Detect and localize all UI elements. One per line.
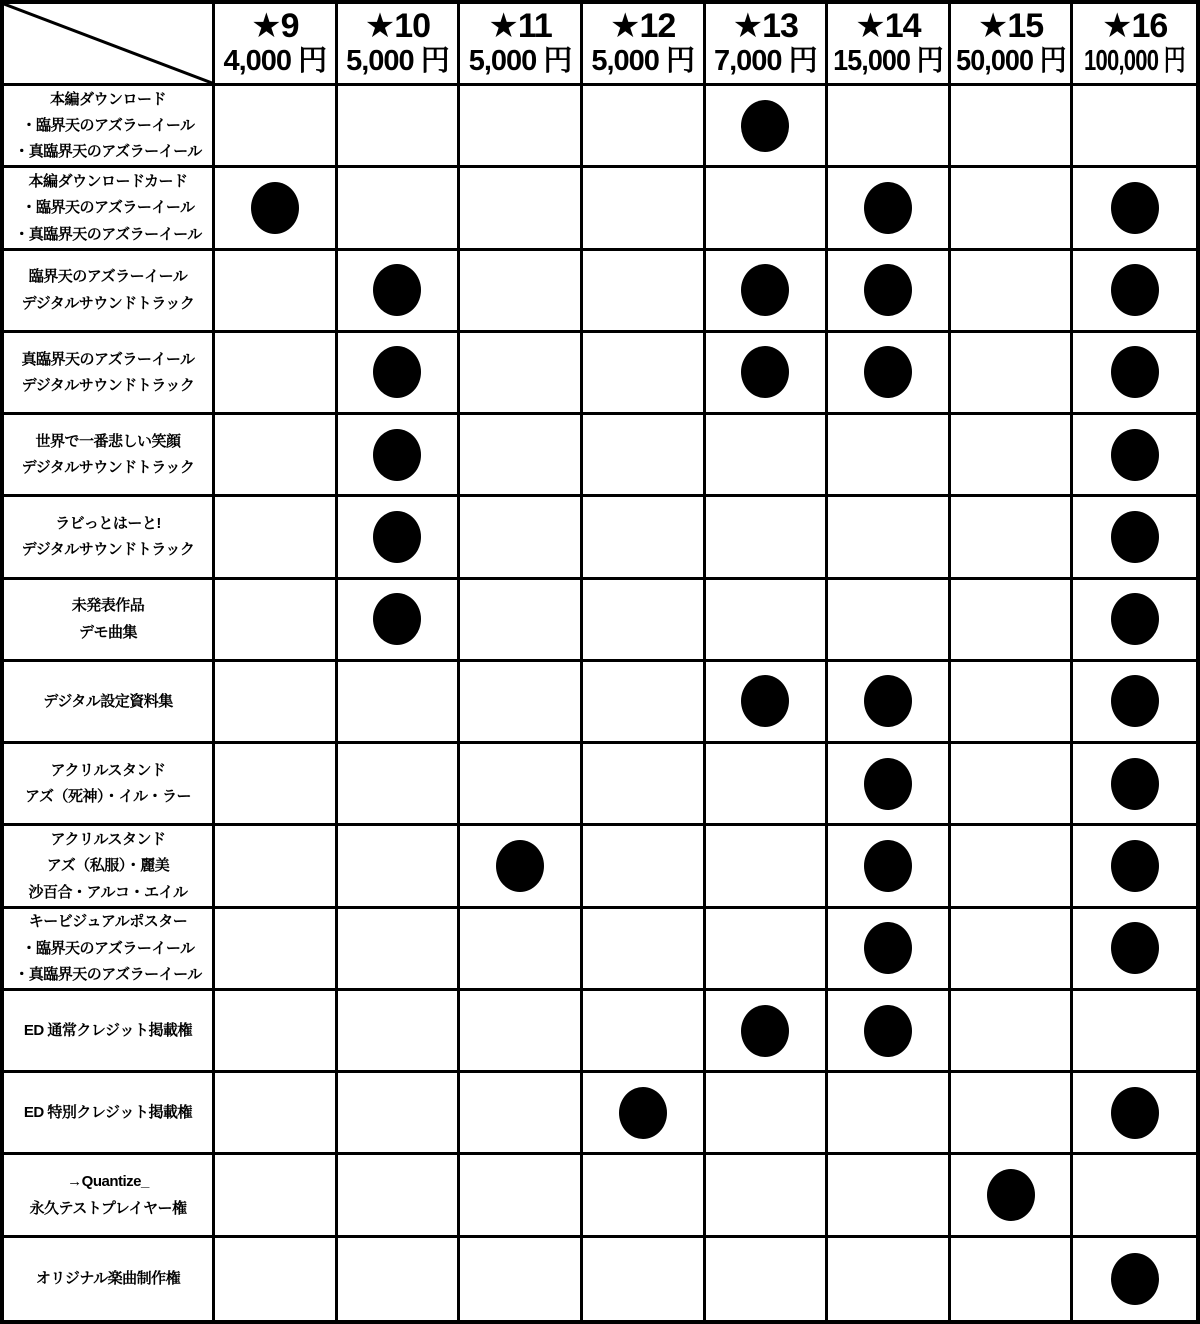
tier-price: 50,000 円 <box>955 44 1066 77</box>
availability-cell <box>828 1073 951 1155</box>
reward-label-line: ・臨界天のアズラーイール <box>21 199 195 217</box>
tier-header-cell <box>583 4 706 86</box>
availability-cell <box>215 744 338 826</box>
tier-price: 4,000 円 <box>223 44 327 77</box>
reward-label-cell <box>4 744 215 826</box>
availability-cell <box>460 415 583 497</box>
reward-label-line: オリジナル楽曲制作権 <box>35 1270 181 1288</box>
reward-label-line: →Quantize_ <box>67 1173 149 1191</box>
availability-cell <box>951 415 1074 497</box>
availability-cell <box>1073 991 1196 1073</box>
included-dot <box>864 758 912 810</box>
included-dot <box>251 182 299 234</box>
availability-cell <box>706 991 829 1073</box>
availability-cell <box>583 497 706 579</box>
included-dot <box>864 840 912 892</box>
availability-cell <box>706 251 829 333</box>
availability-cell <box>1073 168 1196 250</box>
availability-cell <box>1073 662 1196 744</box>
tier-price: 7,000 円 <box>713 44 817 77</box>
availability-cell <box>828 333 951 415</box>
availability-cell <box>1073 497 1196 579</box>
included-dot <box>864 675 912 727</box>
reward-label-line: ・真臨界天のアズラーイール <box>14 143 202 161</box>
availability-cell <box>215 662 338 744</box>
reward-label-line: キービジュアルポスター <box>28 913 188 931</box>
availability-cell <box>828 826 951 908</box>
reward-label-line: ・真臨界天のアズラーイール <box>14 225 202 243</box>
tier-header-cell <box>1073 4 1196 86</box>
tier-price: 5,000 円 <box>346 44 449 77</box>
tier-label: ★9 <box>251 6 299 45</box>
reward-label-line: 本編ダウンロード <box>49 90 166 108</box>
availability-cell <box>583 1155 706 1237</box>
reward-label-cell <box>4 333 215 415</box>
included-dot <box>987 1169 1035 1221</box>
availability-cell <box>338 497 461 579</box>
availability-cell <box>706 168 829 250</box>
availability-cell <box>338 662 461 744</box>
reward-label-line: ED 通常クレジット掲載権 <box>23 1021 193 1039</box>
included-dot <box>496 840 544 892</box>
included-dot <box>373 264 421 316</box>
availability-cell <box>706 333 829 415</box>
availability-cell <box>338 826 461 908</box>
availability-cell <box>460 662 583 744</box>
reward-label-line: デジタルサウンドトラック <box>21 459 195 477</box>
availability-cell <box>215 1238 338 1320</box>
reward-label-line: 永久テストプレイヤー権 <box>29 1199 187 1217</box>
availability-cell <box>460 909 583 991</box>
availability-cell <box>338 580 461 662</box>
availability-cell <box>951 991 1074 1073</box>
reward-label-line: ・真臨界天のアズラーイール <box>14 965 202 983</box>
availability-cell <box>828 580 951 662</box>
included-dot <box>1111 182 1159 234</box>
included-dot <box>1111 264 1159 316</box>
availability-cell <box>583 333 706 415</box>
reward-label-cell <box>4 909 215 991</box>
reward-label-cell <box>4 662 215 744</box>
availability-cell <box>460 826 583 908</box>
tier-header-cell <box>706 4 829 86</box>
availability-cell <box>1073 909 1196 991</box>
tier-price: 5,000 円 <box>591 44 694 77</box>
reward-label-line: アズ（死神）・イル・ラー <box>25 788 191 806</box>
availability-cell <box>460 1155 583 1237</box>
reward-label-line: 臨界天のアズラーイール <box>28 268 188 286</box>
reward-label-cell <box>4 580 215 662</box>
availability-cell <box>215 826 338 908</box>
tier-label: ★14 <box>855 6 921 45</box>
reward-label-cell <box>4 1155 215 1237</box>
reward-label-line: デジタル設定資料集 <box>43 692 173 710</box>
availability-cell <box>828 1155 951 1237</box>
included-dot <box>864 346 912 398</box>
included-dot <box>1111 758 1159 810</box>
availability-cell <box>460 168 583 250</box>
tier-label: ★12 <box>610 6 676 45</box>
tier-price: 5,000 円 <box>468 44 572 77</box>
availability-cell <box>706 415 829 497</box>
reward-label-line: デモ曲集 <box>78 623 137 641</box>
tier-label: ★11 <box>488 6 552 45</box>
availability-cell <box>583 662 706 744</box>
availability-cell <box>215 168 338 250</box>
availability-cell <box>828 662 951 744</box>
availability-cell <box>460 251 583 333</box>
availability-cell <box>1073 1073 1196 1155</box>
availability-cell <box>583 909 706 991</box>
availability-cell <box>460 580 583 662</box>
tier-header-cell <box>215 4 338 86</box>
availability-cell <box>951 333 1074 415</box>
availability-cell <box>460 991 583 1073</box>
availability-cell <box>706 744 829 826</box>
availability-cell <box>706 662 829 744</box>
reward-label-cell <box>4 1073 215 1155</box>
availability-cell <box>338 991 461 1073</box>
reward-label-cell <box>4 86 215 168</box>
availability-cell <box>1073 1238 1196 1320</box>
availability-cell <box>215 1073 338 1155</box>
included-dot <box>741 1005 789 1057</box>
availability-cell <box>460 497 583 579</box>
availability-cell <box>828 497 951 579</box>
availability-cell <box>338 744 461 826</box>
diagonal-line <box>4 4 212 83</box>
included-dot <box>1111 840 1159 892</box>
availability-cell <box>460 1238 583 1320</box>
tier-header-cell <box>951 4 1074 86</box>
availability-cell <box>828 1238 951 1320</box>
included-dot <box>864 264 912 316</box>
tier-header-cell <box>460 4 583 86</box>
availability-cell <box>583 744 706 826</box>
availability-cell <box>1073 580 1196 662</box>
included-dot <box>1111 675 1159 727</box>
availability-cell <box>583 415 706 497</box>
availability-cell <box>706 1155 829 1237</box>
availability-cell <box>583 168 706 250</box>
availability-cell <box>706 909 829 991</box>
tier-label: ★16 <box>1102 6 1168 45</box>
reward-label-line: ED 特別クレジット掲載権 <box>23 1104 193 1122</box>
included-dot <box>741 264 789 316</box>
availability-cell <box>706 86 829 168</box>
availability-cell <box>951 662 1074 744</box>
availability-cell <box>338 1238 461 1320</box>
reward-label-line: アクリルスタンド <box>50 762 166 779</box>
availability-cell <box>706 580 829 662</box>
availability-cell <box>338 86 461 168</box>
reward-label-line: 真臨界天のアズラーイール <box>21 350 195 368</box>
availability-cell <box>1073 1155 1196 1237</box>
tier-label: ★10 <box>364 6 431 45</box>
tier-price: 15,000 円 <box>833 44 943 77</box>
tier-price: 100,000 円 <box>1084 44 1186 77</box>
availability-cell <box>951 251 1074 333</box>
availability-cell <box>951 580 1074 662</box>
availability-cell <box>338 909 461 991</box>
included-dot <box>373 511 421 563</box>
availability-cell <box>460 744 583 826</box>
corner-cell <box>4 4 215 86</box>
reward-label-line: 本編ダウンロードカード <box>28 173 188 191</box>
reward-label-cell <box>4 1238 215 1320</box>
availability-cell <box>1073 251 1196 333</box>
availability-cell <box>215 497 338 579</box>
availability-cell <box>706 826 829 908</box>
availability-cell <box>215 1155 338 1237</box>
availability-cell <box>460 86 583 168</box>
availability-cell <box>338 251 461 333</box>
availability-cell <box>215 415 338 497</box>
reward-label-line: デジタルサウンドトラック <box>21 376 195 394</box>
included-dot <box>1111 429 1159 481</box>
availability-cell <box>828 415 951 497</box>
included-dot <box>373 593 421 645</box>
availability-cell <box>215 991 338 1073</box>
availability-cell <box>215 333 338 415</box>
tier-label: ★15 <box>977 6 1044 45</box>
availability-cell <box>1073 744 1196 826</box>
availability-cell <box>215 580 338 662</box>
included-dot <box>741 346 789 398</box>
availability-cell <box>460 333 583 415</box>
reward-label-line: デジタルサウンドトラック <box>21 541 195 559</box>
availability-cell <box>828 251 951 333</box>
included-dot <box>1111 1253 1159 1305</box>
availability-cell <box>951 826 1074 908</box>
tier-header-cell <box>338 4 461 86</box>
tier-header-cell <box>828 4 951 86</box>
availability-cell <box>338 1073 461 1155</box>
included-dot <box>864 922 912 974</box>
availability-cell <box>215 909 338 991</box>
availability-cell <box>706 1073 829 1155</box>
reward-label-line: 沙百合・アルコ・エイル <box>28 883 188 901</box>
availability-cell <box>951 1238 1074 1320</box>
availability-cell <box>828 909 951 991</box>
included-dot <box>1111 346 1159 398</box>
availability-cell <box>583 1073 706 1155</box>
availability-cell <box>338 168 461 250</box>
reward-label-line: ラビっとはーと! <box>55 515 161 533</box>
reward-label-cell <box>4 826 215 908</box>
availability-cell <box>338 415 461 497</box>
included-dot <box>373 429 421 481</box>
availability-cell <box>1073 415 1196 497</box>
availability-cell <box>951 1155 1074 1237</box>
availability-cell <box>1073 333 1196 415</box>
availability-cell <box>583 251 706 333</box>
availability-cell <box>1073 826 1196 908</box>
availability-cell <box>583 580 706 662</box>
availability-cell <box>828 991 951 1073</box>
reward-label-line: ・臨界天のアズラーイール <box>21 939 195 957</box>
included-dot <box>373 346 421 398</box>
included-dot <box>1111 511 1159 563</box>
availability-cell <box>1073 86 1196 168</box>
reward-label-line: 未発表作品 <box>71 597 145 615</box>
availability-cell <box>338 1155 461 1237</box>
included-dot <box>1111 1087 1159 1139</box>
availability-cell <box>951 86 1074 168</box>
included-dot <box>741 675 789 727</box>
availability-cell <box>828 168 951 250</box>
availability-cell <box>951 909 1074 991</box>
availability-cell <box>583 826 706 908</box>
availability-cell <box>583 1238 706 1320</box>
availability-cell <box>215 86 338 168</box>
included-dot <box>864 1005 912 1057</box>
reward-label-line: ・臨界天のアズラーイール <box>21 117 195 134</box>
availability-cell <box>706 1238 829 1320</box>
availability-cell <box>583 86 706 168</box>
reward-label-cell <box>4 168 215 250</box>
availability-cell <box>215 251 338 333</box>
included-dot <box>741 100 789 152</box>
reward-label-cell <box>4 497 215 579</box>
reward-label-cell <box>4 251 215 333</box>
reward-label-line: 世界で一番悲しい笑顔 <box>35 432 181 450</box>
availability-cell <box>951 497 1074 579</box>
included-dot <box>1111 922 1159 974</box>
reward-label-line: デジタルサウンドトラック <box>21 294 195 312</box>
reward-label-line: アズ（私服）・麗美 <box>46 857 170 875</box>
included-dot <box>864 182 912 234</box>
availability-cell <box>706 497 829 579</box>
reward-label-line: アクリルスタンド <box>50 831 166 849</box>
included-dot <box>619 1087 667 1139</box>
reward-label-cell <box>4 991 215 1073</box>
included-dot <box>1111 593 1159 645</box>
availability-cell <box>583 991 706 1073</box>
availability-cell <box>828 744 951 826</box>
availability-cell <box>460 1073 583 1155</box>
tier-label: ★13 <box>732 6 798 45</box>
availability-cell <box>828 86 951 168</box>
availability-cell <box>951 744 1074 826</box>
availability-cell <box>951 168 1074 250</box>
reward-label-cell <box>4 415 215 497</box>
availability-cell <box>338 333 461 415</box>
availability-cell <box>951 1073 1074 1155</box>
